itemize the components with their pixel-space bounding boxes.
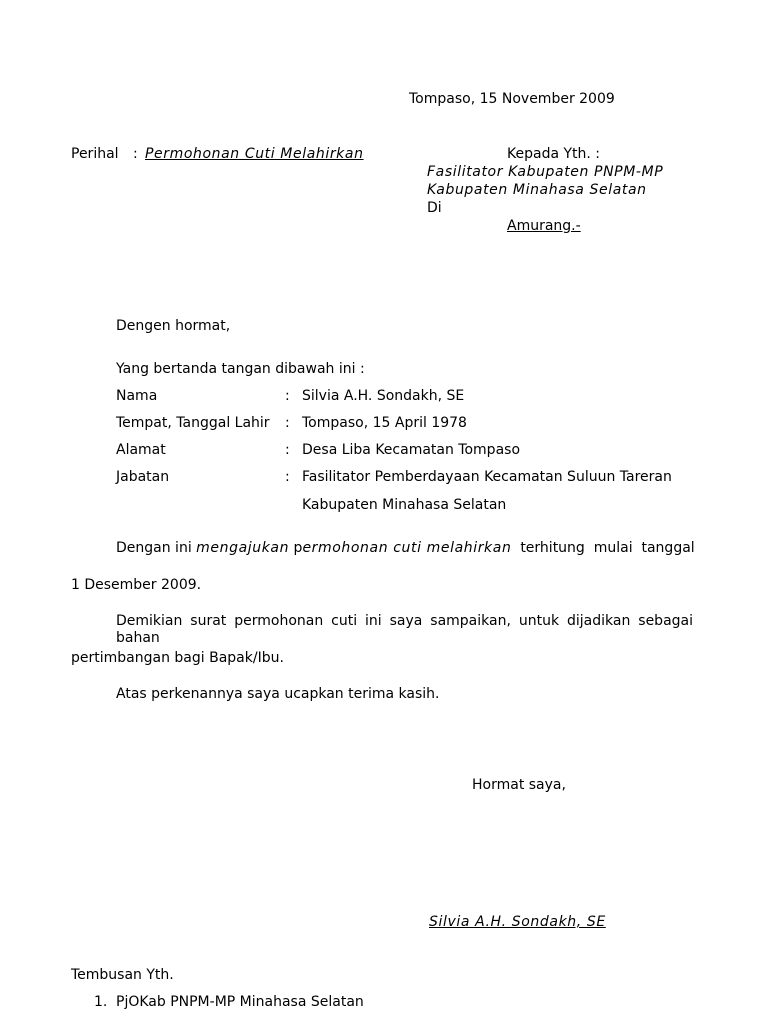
- field-colon: :: [285, 388, 290, 404]
- paragraph-request: [116, 540, 693, 557]
- intro-text: Yang bertanda tangan dibawah ini :: [116, 361, 365, 377]
- field-value: Fasilitator Pemberdayaan Kecamatan Suluun Tareran: [302, 469, 672, 485]
- subject-label: Perihal: [71, 146, 119, 162]
- letter-date: Tompaso, 15 November 2009: [409, 91, 615, 107]
- paragraph-text: [116, 540, 511, 557]
- field-colon: :: [285, 469, 290, 485]
- para1-rest: terhitung mulai tanggal: [511, 540, 695, 556]
- paragraph-request-line2: 1 Desember 2009.: [71, 577, 202, 593]
- para1-italic-subject: ermohonan cuti melahirkan: [302, 540, 512, 556]
- recipient-line1: Fasilitator Kabupaten PNPM-MP: [427, 164, 664, 180]
- cc-item-number: 1.: [94, 994, 108, 1010]
- recipient-greeting: Kepada Yth. :: [507, 146, 601, 162]
- recipient-line4: Amurang.-: [507, 218, 581, 234]
- para1-prefix: Dengan ini: [116, 540, 197, 556]
- para1-italic-verb: mengajukan: [196, 540, 290, 556]
- subject-colon: :: [133, 146, 138, 162]
- cc-title: Tembusan Yth.: [71, 967, 174, 983]
- field-label: Tempat, Tanggal Lahir: [116, 415, 270, 431]
- para1-mid: p: [289, 540, 303, 556]
- field-label: Alamat: [116, 442, 166, 458]
- recipient-line3: Di: [427, 200, 442, 216]
- cc-item-text: PjOKab PNPM-MP Minahasa Selatan: [116, 994, 364, 1010]
- field-colon: :: [285, 415, 290, 431]
- field-value-continuation: Kabupaten Minahasa Selatan: [302, 497, 507, 513]
- field-label: Nama: [116, 388, 158, 404]
- field-colon: :: [285, 442, 290, 458]
- paragraph-thanks: Atas perkenannya saya ucapkan terima kasih.: [116, 686, 440, 702]
- field-value: Tompaso, 15 April 1978: [302, 415, 467, 431]
- field-label: Jabatan: [116, 469, 170, 485]
- closing-greeting: Hormat saya,: [472, 777, 566, 793]
- field-value: Desa Liba Kecamatan Tompaso: [302, 442, 521, 458]
- salutation: Dengen hormat,: [116, 318, 231, 334]
- subject-text: Permohonan Cuti Melahirkan: [145, 146, 364, 162]
- paragraph-closing-line1: Demikian surat permohonan cuti ini saya sampaikan, untuk dijadikan sebagai bahan: [116, 613, 693, 646]
- recipient-line2: Kabupaten Minahasa Selatan: [427, 182, 647, 198]
- paragraph-closing-line2: pertimbangan bagi Bapak/Ibu.: [71, 650, 284, 666]
- field-value: Silvia A.H. Sondakh, SE: [302, 388, 465, 404]
- signature-name: Silvia A.H. Sondakh, SE: [429, 914, 606, 930]
